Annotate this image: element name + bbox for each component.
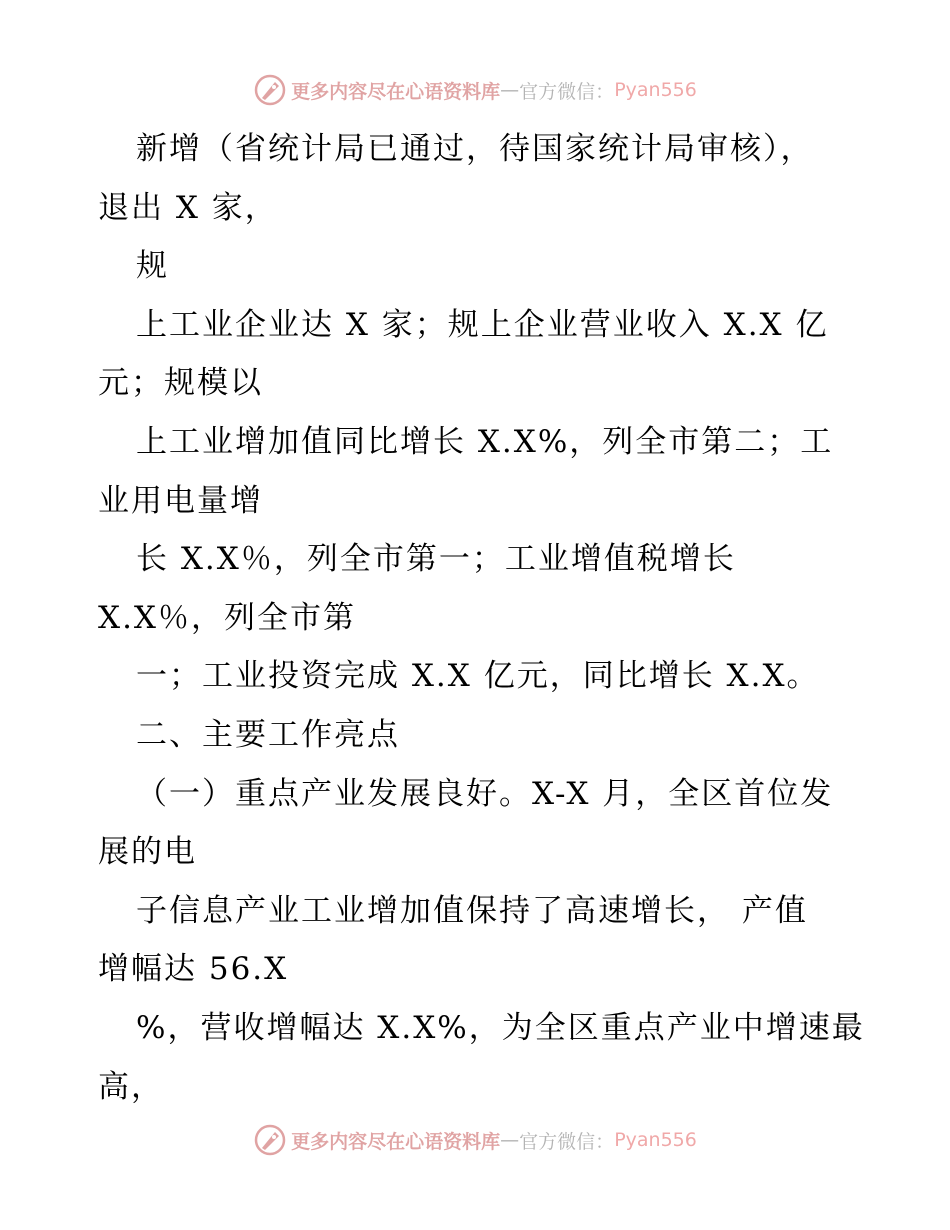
document-line: 展的电 [98, 834, 197, 871]
document-line: 高， [98, 1068, 164, 1105]
header-watermark [0, 72, 950, 108]
watermark-wechat-id: Pyan556 [614, 79, 697, 101]
document-line: 一；工业投资完成 X.X 亿元，同比增长 X.X。 [136, 658, 820, 695]
pen-nib-icon [253, 1123, 287, 1157]
watermark-wechat-label: 官方微信： [519, 1130, 615, 1153]
document-line: 规 [136, 248, 169, 285]
document-line: 上工业企业达 X 家；规上企业营业收入 X.X 亿 [136, 306, 829, 343]
document-line: 业用电量增 [98, 482, 263, 519]
document-line: 退出 X 家， [98, 189, 278, 226]
document-line: X.X％，列全市第 [98, 599, 356, 636]
document-line: 新增（省统计局已通过，待国家统计局审核）， [136, 131, 814, 167]
watermark-brand: 更多内容尽在心语资料库 [291, 1130, 501, 1153]
document-line: 元；规模以 [98, 365, 263, 402]
document-line: 增幅达 56.X [98, 951, 289, 988]
watermark-wechat-label: 官方微信： [519, 80, 615, 103]
document-line: 子信息产业工业增加值保持了高速增长， 产值 [136, 892, 808, 929]
pen-nib-icon [253, 73, 287, 107]
watermark-brand: 更多内容尽在心语资料库 [291, 80, 501, 103]
watermark-separator: — [500, 79, 520, 101]
document-line: 上工业增加值同比增长 X.X%，列全市第二；工 [136, 423, 834, 460]
document-body [98, 120, 865, 1116]
footer-watermark [0, 1122, 950, 1158]
document-line: 二、主要工作亮点 [136, 716, 400, 753]
watermark-separator: — [500, 1129, 520, 1151]
document-line: （一）重点产业发展良好。X-X 月，全区首位发 [136, 775, 834, 812]
document-line: %，营收增幅达 X.X%，为全区重点产业中增速最 [136, 1009, 865, 1046]
watermark-wechat-id: Pyan556 [614, 1129, 697, 1151]
document-line: 长 X.X％，列全市第一；工业增值税增长 [136, 541, 736, 578]
